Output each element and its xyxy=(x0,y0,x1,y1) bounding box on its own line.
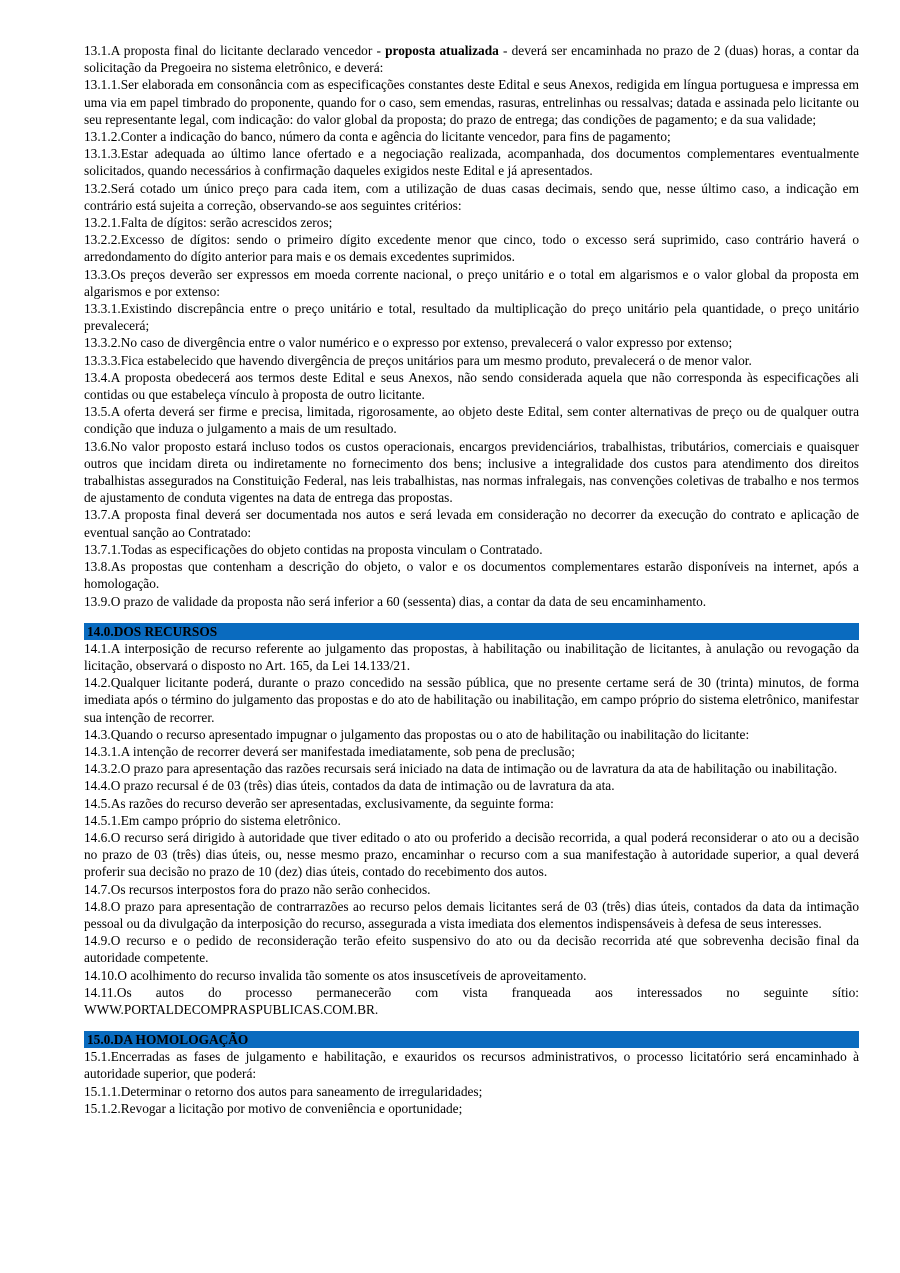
bold-text: proposta atualizada xyxy=(385,43,499,58)
text: 13.1.A proposta final do licitante declarado vencedor - xyxy=(84,43,386,58)
paragraph-14-5: 14.5.As razões do recurso deverão ser apresentadas, exclusivamente, da seguinte forma: xyxy=(84,795,554,811)
paragraph-13-6: 13.6.No valor proposto estará incluso todos os custos operacionais, encargos previdenciários, trabalhistas, tributários, comerciais e quaisquer outros que incidam direta ou indiretamente no fornecimento dos bens; inclusive a integralidade dos custos para atendimento dos direitos trabalhistas assegurados na Constituição Federal, nas leis trabalhistas, nas normas infralegais, nas convenções coletivas de trabalho e nos termos de ajustamento de conduta vigentes na data de entrega das propostas. xyxy=(84,438,859,506)
paragraph-13-1-3: 13.1.3.Estar adequada ao último lance ofertado e a negociação realizada, acompanhada, dos documentos complementares eventualmente solicitados, quando necessários à confirmação daqueles exigidos neste Edital e já apresentados. xyxy=(84,146,859,179)
paragraph-14-11: 14.11.Os autos do processo permanecerão com vista franqueada aos interessados no seguinte sítio: WWW.PORTALDECOMPRASPUBLICAS.COM.BR. xyxy=(84,984,859,1017)
paragraph-13-2-1: 13.2.1.Falta de dígitos: serão acrescidos zeros; xyxy=(84,215,333,231)
paragraph-14-5-1: 14.5.1.Em campo próprio do sistema eletrônico. xyxy=(84,812,341,828)
paragraph-14-3-1: 14.3.1.A intenção de recorrer deverá ser manifestada imediatamente, sob pena de preclusão; xyxy=(84,743,575,759)
paragraph-13-2: 13.2.Será cotado um único preço para cada item, com a utilização de duas casas decimais, sendo que, nesse último caso, a indicação em contrário está sujeita a correção, observando-se aos seguintes critérios: xyxy=(84,180,859,213)
paragraph-14-6: 14.6.O recurso será dirigido à autoridade que tiver editado o ato ou proferido a decisão recorrida, a qual poderá reconsiderar o ato ou a decisão no prazo de 03 (três) dias úteis, ou, nesse mesmo prazo, encaminhar o recurso com a sua manifestação à autoridade superior, a qual deverá proferir sua decisão no prazo de 10 (dez) dias úteis, contado do recebimento dos autos. xyxy=(84,829,859,880)
paragraph-14-7: 14.7.Os recursos interpostos fora do prazo não serão conhecidos. xyxy=(84,881,431,897)
paragraph-14-3: 14.3.Quando o recurso apresentado impugnar o julgamento das propostas ou o ato de habilitação ou inabilitação do licitante: xyxy=(84,726,750,742)
paragraph-13-1-2: 13.1.2.Conter a indicação do banco, número da conta e agência do licitante vencedor, para fins de pagamento; xyxy=(84,129,671,145)
paragraph-13-1 xyxy=(84,42,859,76)
paragraph-13-3-2: 13.3.2.No caso de divergência entre o valor numérico e o expresso por extenso, prevalecerá o valor expresso por extenso; xyxy=(84,335,733,351)
paragraph-14-4: 14.4.O prazo recursal é de 03 (três) dias úteis, contados da data de intimação ou de lavratura da ata. xyxy=(84,778,615,794)
paragraph-15-1-2: 15.1.2.Revogar a licitação por motivo de conveniência e oportunidade; xyxy=(84,1100,463,1116)
paragraph-13-2-2: 13.2.2.Excesso de dígitos: sendo o primeiro dígito excedente menor que cinco, todo o excesso será suprimido, caso contrário haverá o arredondamento do dígito anterior para mais e os demais excedentes suprimidos. xyxy=(84,232,859,265)
paragraph-13-3-3: 13.3.3.Fica estabelecido que havendo divergência de preços unitários para um mesmo produto, prevalecerá o de menor valor. xyxy=(84,352,752,368)
paragraph-13-8: 13.8.As propostas que contenham a descrição do objeto, o valor e os documentos complementares estarão disponíveis na internet, após a homologação. xyxy=(84,559,859,592)
paragraph-13-4: 13.4.A proposta obedecerá aos termos deste Edital e seus Anexos, não sendo considerada aquela que não corresponda às especificações ali contidas ou que estabeleça vínculo à proposta de outro licitante. xyxy=(84,369,859,403)
paragraph-13-7: 13.7.A proposta final deverá ser documentada nos autos e será levada em consideração no decorrer da execução do contrato e aplicação de eventual sanção ao Contratado: xyxy=(84,507,859,540)
paragraph-14-2: 14.2.Qualquer licitante poderá, durante o prazo concedido na sessão pública, que no presente certame será de 30 (trinta) minutos, de forma imediata após o término do julgamento das propostas e do ato de habilitação ou inabilitação, em campo próprio do sistema eletrônico, manifestar sua intenção de recorrer. xyxy=(84,675,859,725)
paragraph-14-3-2: 14.3.2.O prazo para apresentação das razões recursais será iniciado na data de intimação ou de lavratura da ata de habilitação ou inabilitação. xyxy=(84,761,838,777)
paragraph-14-10: 14.10.O acolhimento do recurso invalida tão somente os atos insuscetíveis de aproveitamento. xyxy=(84,967,587,983)
paragraph-13-5: 13.5.A oferta deverá ser firme e precisa, limitada, rigorosamente, ao objeto deste Edital, sem conter alternativas de preço ou de qualquer outra condição que induza o julgamento a mais de um resultado. xyxy=(84,404,859,437)
paragraph-13-3: 13.3.Os preços deverão ser expressos em moeda corrente nacional, o preço unitário e o total em algarismos e o valor global da proposta em algarismos e por extenso: xyxy=(84,266,859,299)
text: - deverá ser encaminhada no prazo de 2 (duas) horas, a contar da solicitação da Pregoeira no sistema eletrônico, e deverá: xyxy=(84,43,860,76)
paragraph-14-1: 14.1.A interposição de recurso referente ao julgamento das propostas, à habilitação ou inabilitação de licitantes, à anulação ou revogação da licitação, observará o disposto no Art. 165, da Lei 14.133/21. xyxy=(84,640,859,673)
section-heading-homologacao: 15.0.DA HOMOLOGAÇÃO xyxy=(84,1031,859,1048)
document-page xyxy=(84,42,859,1117)
paragraph-14-8: 14.8.O prazo para apresentação de contrarrazões ao recurso pelos demais licitantes será de 03 (três) dias úteis, contados da data da intimação pessoal ou da divulgação da interposição do recurso, assegurada a vista imediata dos elementos indispensáveis à defesa de seus interesses. xyxy=(84,898,859,931)
paragraph-13-9: 13.9.O prazo de validade da proposta não será inferior a 60 (sessenta) dias, a contar da data de seu encaminhamento. xyxy=(84,593,707,609)
paragraph-13-1-1: 13.1.1.Ser elaborada em consonância com as especificações constantes deste Edital e seus Anexos, redigida em língua portuguesa e impressa em uma via em papel timbrado do proponente, quando for o caso, sem emendas, rasuras, entrelinhas ou ressalvas; datada e assinada pelo licitante ou seu representante legal, com indicação: do valor global da proposta; do prazo de entrega; das condições de pagamento; e da sua validade; xyxy=(84,77,859,127)
paragraph-15-1: 15.1.Encerradas as fases de julgamento e habilitação, e exauridos os recursos administrativos, o processo licitatório será encaminhado à autoridade superior, que poderá: xyxy=(84,1049,859,1082)
section-heading-recursos: 14.0.DOS RECURSOS xyxy=(84,623,859,640)
paragraph-15-1-1: 15.1.1.Determinar o retorno dos autos para saneamento de irregularidades; xyxy=(84,1083,483,1099)
paragraph-14-9: 14.9.O recurso e o pedido de reconsideração terão efeito suspensivo do ato ou da decisão recorrida até que sobrevenha decisão final da autoridade competente. xyxy=(84,933,859,966)
paragraph-13-3-1: 13.3.1.Existindo discrepância entre o preço unitário e total, resultado da multiplicação do preço unitário pela quantidade, o preço unitário prevalecerá; xyxy=(84,301,859,334)
paragraph-13-7-1: 13.7.1.Todas as especificações do objeto contidas na proposta vinculam o Contratado. xyxy=(84,541,543,557)
